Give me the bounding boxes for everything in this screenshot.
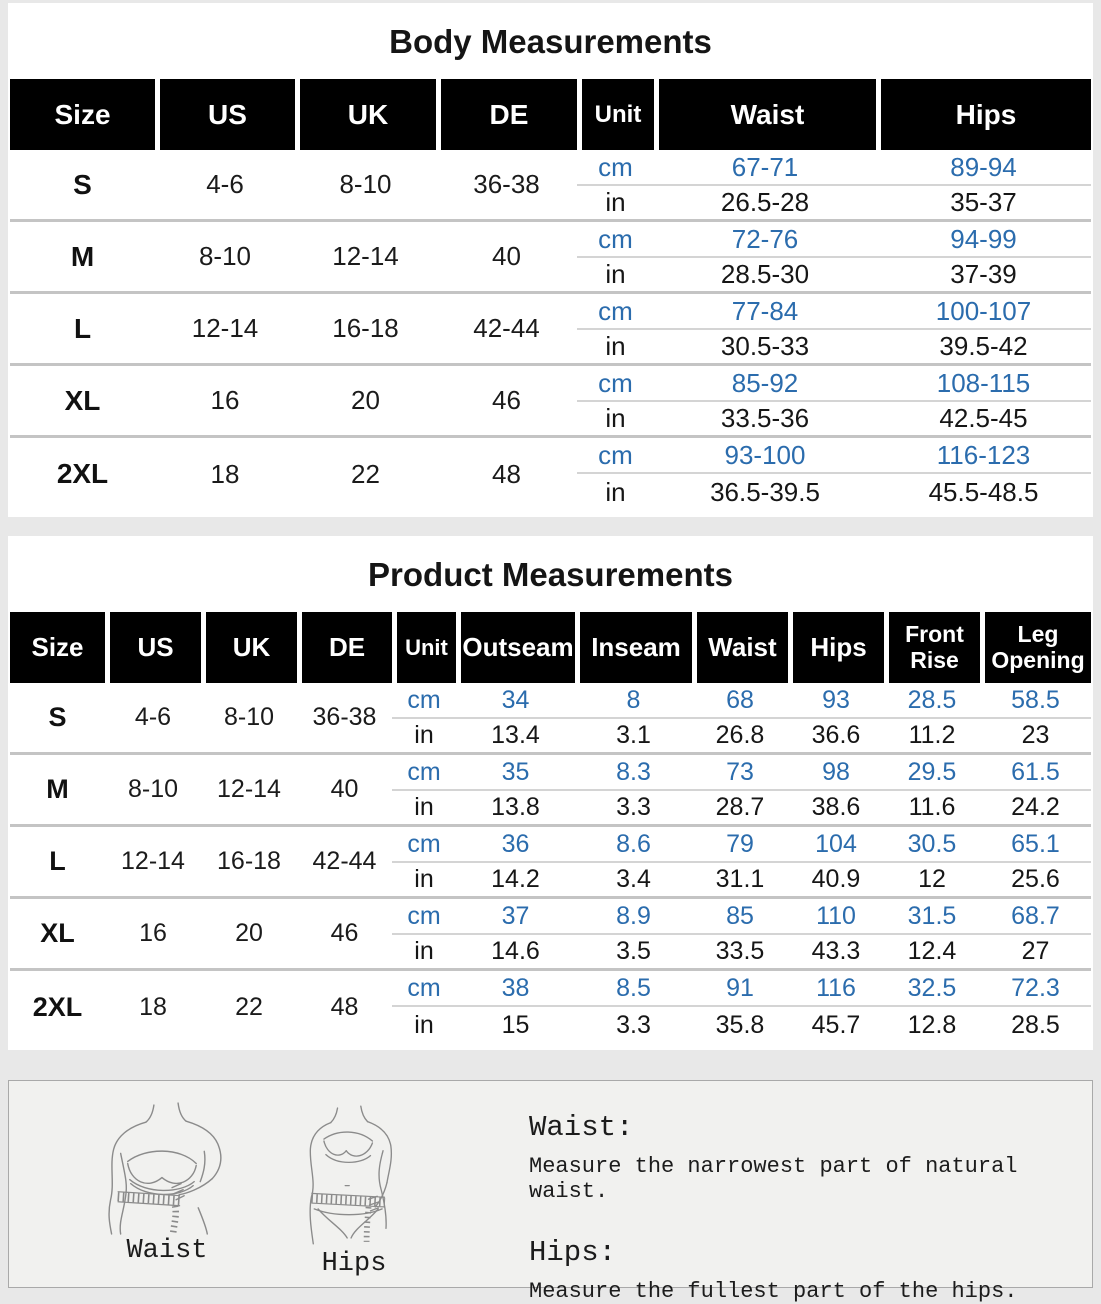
body-2xl-us: 18 bbox=[210, 458, 240, 489]
body-measurements-table bbox=[10, 79, 1091, 510]
product-row-2xl-cm bbox=[10, 971, 1091, 1007]
product-xl-outseam-in: 14.6 bbox=[456, 935, 575, 971]
waist-figure bbox=[81, 1099, 253, 1279]
body-measurements-title: Body Measurements bbox=[389, 23, 712, 60]
product-xl-front-rise-cm: 31.5 bbox=[884, 899, 980, 935]
body-2xl-waist-cm: 93-100 bbox=[654, 438, 876, 474]
product-col-de: DE bbox=[297, 612, 392, 683]
product-xl-de: 46 bbox=[297, 899, 392, 971]
body-s-us: 4-6 bbox=[155, 150, 295, 222]
body-col-uk: UK bbox=[295, 79, 436, 150]
product-2xl-front-rise-cm: 32.5 bbox=[884, 971, 980, 1007]
product-m-front-rise-in: 11.6 bbox=[884, 791, 980, 827]
product-s-unit-in: in bbox=[392, 719, 456, 755]
product-l-waist-in: 31.1 bbox=[692, 863, 788, 899]
body-xl-unit-in: in bbox=[577, 402, 654, 438]
product-2xl-outseam-cm: 38 bbox=[456, 971, 575, 1007]
body-col-de: DE bbox=[436, 79, 577, 150]
product-l-inseam-in: 3.4 bbox=[575, 863, 692, 899]
product-m-uk: 12-14 bbox=[201, 755, 297, 827]
product-l-outseam-in: 14.2 bbox=[456, 863, 575, 899]
product-row-xl-cm bbox=[10, 899, 1091, 935]
product-l-us: 12-14 bbox=[105, 827, 201, 899]
body-s-hips-in: 35-37 bbox=[876, 186, 1091, 222]
product-s-outseam-in: 13.4 bbox=[456, 719, 575, 755]
body-l-uk: 16-18 bbox=[295, 294, 436, 366]
body-m-size: M bbox=[10, 222, 155, 294]
hips-figure bbox=[291, 1099, 417, 1279]
body-row-s-cm bbox=[10, 150, 1091, 186]
product-row-m-cm bbox=[10, 755, 1091, 791]
product-s-leg-opening-cm: 58.5 bbox=[980, 683, 1091, 719]
product-m-front-rise-cm: 29.5 bbox=[884, 755, 980, 791]
product-l-waist-cm: 79 bbox=[692, 827, 788, 863]
product-xl-inseam-in: 3.5 bbox=[575, 935, 692, 971]
product-2xl-hips-cm: 116 bbox=[788, 971, 884, 1007]
body-l-size: L bbox=[10, 294, 155, 366]
body-2xl-unit-cm: cm bbox=[577, 438, 654, 474]
waist-note-text: Measure the narrowest part of natural waist. bbox=[529, 1154, 1018, 1204]
product-l-unit-cm: cm bbox=[392, 827, 456, 863]
body-m-de: 40 bbox=[436, 222, 577, 294]
body-row-xl-cm bbox=[10, 366, 1091, 402]
body-m-unit-in: in bbox=[577, 258, 654, 294]
guide-figures bbox=[81, 1099, 417, 1279]
product-col-us: US bbox=[105, 612, 201, 683]
body-xl-uk: 20 bbox=[295, 366, 436, 438]
product-xl-waist-in: 33.5 bbox=[692, 935, 788, 971]
product-measurements-section bbox=[8, 536, 1093, 1050]
product-m-waist-cm: 73 bbox=[692, 755, 788, 791]
product-s-waist-in: 26.8 bbox=[692, 719, 788, 755]
product-s-waist-cm: 68 bbox=[692, 683, 788, 719]
product-2xl-uk: 22 bbox=[235, 992, 263, 1021]
product-2xl-waist-cm: 91 bbox=[692, 971, 788, 1007]
product-s-size: S bbox=[10, 683, 105, 755]
product-xl-outseam-cm: 37 bbox=[456, 899, 575, 935]
product-xl-leg-opening-cm: 68.7 bbox=[980, 899, 1091, 935]
body-l-us: 12-14 bbox=[155, 294, 295, 366]
product-m-de: 40 bbox=[297, 755, 392, 827]
guide-notes bbox=[529, 1099, 1062, 1304]
body-2xl-waist-in: 36.5-39.5 bbox=[710, 476, 820, 507]
body-l-unit-in: in bbox=[577, 330, 654, 366]
body-col-us: US bbox=[155, 79, 295, 150]
product-col-waist: Waist bbox=[692, 612, 788, 683]
body-xl-waist-in: 33.5-36 bbox=[654, 402, 876, 438]
hips-measurement-icon bbox=[291, 1099, 417, 1249]
product-m-inseam-cm: 8.3 bbox=[575, 755, 692, 791]
hips-note bbox=[529, 1236, 1062, 1304]
product-xl-unit-in: in bbox=[392, 935, 456, 971]
body-xl-us: 16 bbox=[155, 366, 295, 438]
body-row-l-cm bbox=[10, 294, 1091, 330]
product-2xl-front-rise-in: 12.8 bbox=[907, 1010, 957, 1039]
product-l-hips-in: 40.9 bbox=[788, 863, 884, 899]
product-s-front-rise-cm: 28.5 bbox=[884, 683, 980, 719]
product-s-hips-in: 36.6 bbox=[788, 719, 884, 755]
product-measurements-table bbox=[10, 612, 1091, 1043]
body-l-waist-in: 30.5-33 bbox=[654, 330, 876, 366]
body-xl-hips-in: 42.5-45 bbox=[876, 402, 1091, 438]
body-m-hips-cm: 94-99 bbox=[876, 222, 1091, 258]
body-2xl-hips-in: 45.5-48.5 bbox=[928, 476, 1039, 507]
body-2xl-uk: 22 bbox=[351, 458, 380, 489]
body-s-uk: 8-10 bbox=[295, 150, 436, 222]
size-chart bbox=[0, 3, 1101, 1304]
product-row-s-cm bbox=[10, 683, 1091, 719]
product-s-uk: 8-10 bbox=[201, 683, 297, 755]
product-xl-size: XL bbox=[10, 899, 105, 971]
body-l-unit-cm: cm bbox=[577, 294, 654, 330]
product-2xl-hips-in: 45.7 bbox=[811, 1010, 861, 1039]
product-2xl-inseam-cm: 8.5 bbox=[575, 971, 692, 1007]
product-m-unit-cm: cm bbox=[392, 755, 456, 791]
product-l-size: L bbox=[10, 827, 105, 899]
product-table-header-row bbox=[10, 612, 1091, 683]
waist-figure-label: Waist bbox=[126, 1236, 208, 1266]
hips-note-text: Measure the fullest part of the hips. bbox=[529, 1279, 1018, 1304]
body-measurements-section bbox=[8, 3, 1093, 517]
product-l-outseam-cm: 36 bbox=[456, 827, 575, 863]
product-xl-us: 16 bbox=[105, 899, 201, 971]
product-col-front-rise: Front Rise bbox=[884, 612, 980, 683]
body-xl-hips-cm: 108-115 bbox=[876, 366, 1091, 402]
product-col-size: Size bbox=[10, 612, 105, 683]
body-l-de: 42-44 bbox=[436, 294, 577, 366]
body-table-header-row bbox=[10, 79, 1091, 150]
body-s-hips-cm: 89-94 bbox=[876, 150, 1091, 186]
measurement-guide-panel bbox=[8, 1080, 1093, 1304]
product-xl-unit-cm: cm bbox=[392, 899, 456, 935]
body-2xl-hips-cm: 116-123 bbox=[876, 438, 1091, 474]
body-m-uk: 12-14 bbox=[295, 222, 436, 294]
product-col-unit: Unit bbox=[392, 612, 456, 683]
product-s-hips-cm: 93 bbox=[788, 683, 884, 719]
waist-measurement-icon bbox=[81, 1099, 253, 1236]
product-l-leg-opening-in: 25.6 bbox=[980, 863, 1091, 899]
product-xl-front-rise-in: 12.4 bbox=[884, 935, 980, 971]
body-s-size: S bbox=[10, 150, 155, 222]
product-m-outseam-in: 13.8 bbox=[456, 791, 575, 827]
product-l-unit-in: in bbox=[392, 863, 456, 899]
product-s-outseam-cm: 34 bbox=[456, 683, 575, 719]
body-col-hips: Hips bbox=[876, 79, 1091, 150]
body-xl-waist-cm: 85-92 bbox=[654, 366, 876, 402]
product-2xl-outseam-in: 15 bbox=[501, 1010, 530, 1039]
product-s-us: 4-6 bbox=[105, 683, 201, 755]
product-2xl-leg-opening-cm: 72.3 bbox=[980, 971, 1091, 1007]
product-xl-uk: 20 bbox=[201, 899, 297, 971]
product-s-inseam-cm: 8 bbox=[575, 683, 692, 719]
body-xl-unit-cm: cm bbox=[577, 366, 654, 402]
product-l-uk: 16-18 bbox=[201, 827, 297, 899]
body-s-waist-cm: 67-71 bbox=[654, 150, 876, 186]
product-xl-hips-cm: 110 bbox=[788, 899, 884, 935]
hips-note-heading: Hips: bbox=[529, 1236, 617, 1269]
product-measurements-title: Product Measurements bbox=[368, 556, 733, 593]
product-m-us: 8-10 bbox=[105, 755, 201, 827]
product-2xl-unit-in: in bbox=[414, 1010, 434, 1039]
product-m-size: M bbox=[10, 755, 105, 827]
product-2xl-us: 18 bbox=[139, 992, 167, 1021]
product-s-front-rise-in: 11.2 bbox=[884, 719, 980, 755]
body-2xl-unit-in: in bbox=[605, 476, 626, 507]
product-s-de: 36-38 bbox=[297, 683, 392, 755]
waist-note bbox=[529, 1111, 1062, 1204]
product-2xl-unit-cm: cm bbox=[392, 971, 456, 1007]
body-col-waist: Waist bbox=[654, 79, 876, 150]
product-l-front-rise-in: 12 bbox=[884, 863, 980, 899]
body-l-hips-cm: 100-107 bbox=[876, 294, 1091, 330]
product-2xl-leg-opening-in: 28.5 bbox=[1011, 1010, 1060, 1039]
product-l-front-rise-cm: 30.5 bbox=[884, 827, 980, 863]
product-2xl-waist-in: 35.8 bbox=[715, 1010, 765, 1039]
body-col-unit: Unit bbox=[577, 79, 654, 150]
product-l-de: 42-44 bbox=[297, 827, 392, 899]
product-m-hips-in: 38.6 bbox=[788, 791, 884, 827]
body-s-waist-in: 26.5-28 bbox=[654, 186, 876, 222]
product-col-inseam: Inseam bbox=[575, 612, 692, 683]
body-xl-size: XL bbox=[10, 366, 155, 438]
waist-note-heading: Waist: bbox=[529, 1111, 634, 1144]
product-2xl-de: 48 bbox=[330, 992, 359, 1021]
product-l-hips-cm: 104 bbox=[788, 827, 884, 863]
product-2xl-inseam-in: 3.3 bbox=[616, 1010, 651, 1039]
body-m-hips-in: 37-39 bbox=[876, 258, 1091, 294]
product-col-uk: UK bbox=[201, 612, 297, 683]
product-col-hips: Hips bbox=[788, 612, 884, 683]
body-xl-de: 46 bbox=[436, 366, 577, 438]
product-s-unit-cm: cm bbox=[392, 683, 456, 719]
body-l-waist-cm: 77-84 bbox=[654, 294, 876, 330]
product-m-outseam-cm: 35 bbox=[456, 755, 575, 791]
body-row-m-cm bbox=[10, 222, 1091, 258]
product-2xl-size: 2XL bbox=[32, 991, 83, 1022]
product-xl-leg-opening-in: 27 bbox=[980, 935, 1091, 971]
product-xl-inseam-cm: 8.9 bbox=[575, 899, 692, 935]
product-s-leg-opening-in: 23 bbox=[980, 719, 1091, 755]
product-m-inseam-in: 3.3 bbox=[575, 791, 692, 827]
body-m-us: 8-10 bbox=[155, 222, 295, 294]
product-m-waist-in: 28.7 bbox=[692, 791, 788, 827]
hips-figure-label: Hips bbox=[321, 1249, 387, 1279]
product-l-leg-opening-cm: 65.1 bbox=[980, 827, 1091, 863]
body-m-waist-cm: 72-76 bbox=[654, 222, 876, 258]
body-s-unit-cm: cm bbox=[577, 150, 654, 186]
product-s-inseam-in: 3.1 bbox=[575, 719, 692, 755]
product-m-unit-in: in bbox=[392, 791, 456, 827]
body-s-unit-in: in bbox=[577, 186, 654, 222]
product-l-inseam-cm: 8.6 bbox=[575, 827, 692, 863]
body-col-size: Size bbox=[10, 79, 155, 150]
body-2xl-de: 48 bbox=[492, 458, 521, 489]
body-s-de: 36-38 bbox=[436, 150, 577, 222]
product-row-l-cm bbox=[10, 827, 1091, 863]
product-xl-waist-cm: 85 bbox=[692, 899, 788, 935]
body-l-hips-in: 39.5-42 bbox=[876, 330, 1091, 366]
product-col-leg-opening: Leg Opening bbox=[980, 612, 1091, 683]
body-row-2xl-cm bbox=[10, 438, 1091, 474]
product-m-leg-opening-cm: 61.5 bbox=[980, 755, 1091, 791]
body-m-unit-cm: cm bbox=[577, 222, 654, 258]
product-xl-hips-in: 43.3 bbox=[788, 935, 884, 971]
body-2xl-size: 2XL bbox=[56, 458, 109, 489]
product-m-hips-cm: 98 bbox=[788, 755, 884, 791]
product-col-outseam: Outseam bbox=[456, 612, 575, 683]
product-m-leg-opening-in: 24.2 bbox=[980, 791, 1091, 827]
body-m-waist-in: 28.5-30 bbox=[654, 258, 876, 294]
